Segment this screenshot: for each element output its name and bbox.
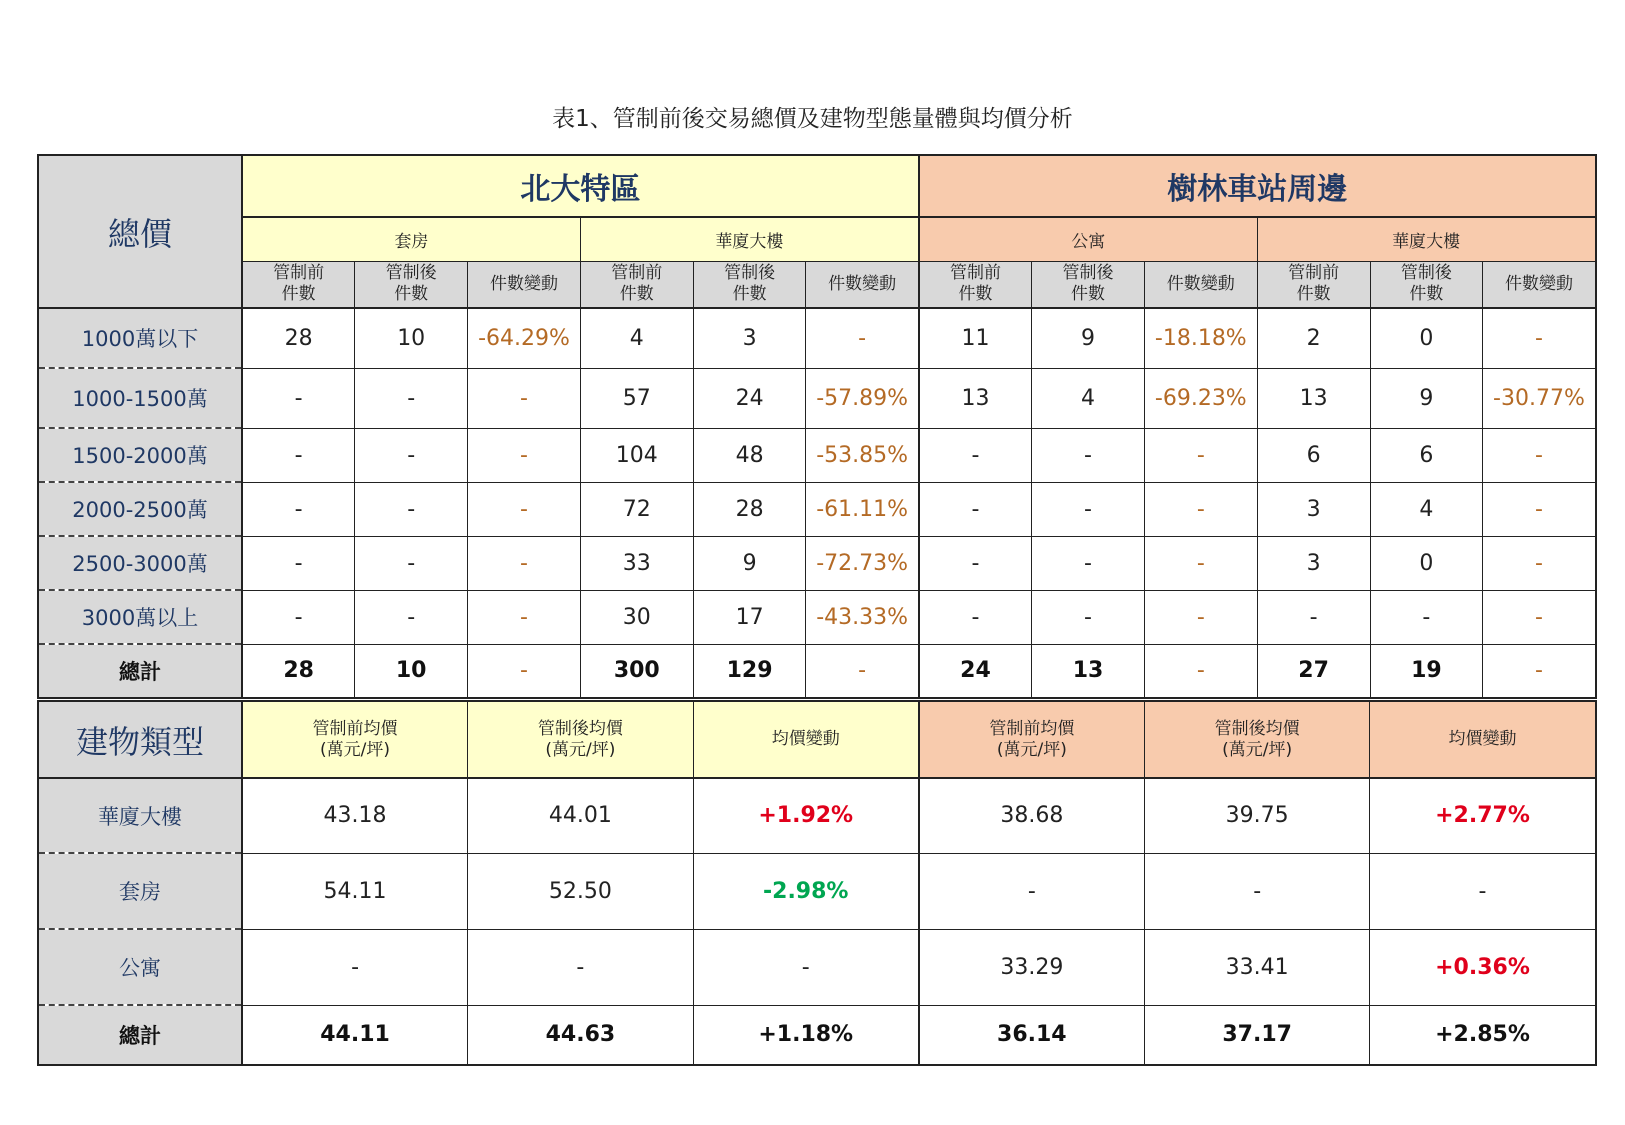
- table-cell: -69.23%: [1144, 368, 1257, 428]
- table-cell: -61.11%: [806, 482, 919, 536]
- column-header: 管制前 件數: [580, 261, 693, 308]
- row-label: 總計: [38, 644, 242, 698]
- table-cell: -: [1144, 536, 1257, 590]
- corner-total-price: 總價: [38, 155, 242, 308]
- table-cell: 129: [693, 644, 806, 698]
- table-cell: -: [1032, 428, 1145, 482]
- table-cell: 13: [1257, 368, 1370, 428]
- table-row: [38, 536, 1596, 590]
- table-cell: -: [1483, 482, 1596, 536]
- table-cell: 39.75: [1144, 778, 1370, 853]
- column-header: 管制前 件數: [242, 261, 355, 308]
- table-cell: +2.77%: [1370, 778, 1596, 853]
- table-row: [38, 644, 1596, 698]
- table-cell: 37.17: [1144, 1005, 1370, 1065]
- table-row: [38, 482, 1596, 536]
- column-header: 管制後 件數: [693, 261, 806, 308]
- row-label: 總計: [38, 1005, 242, 1065]
- table-cell: 9: [1032, 308, 1145, 368]
- table-row: [38, 929, 1596, 1005]
- table-cell: 44.11: [242, 1005, 468, 1065]
- table-cell: 13: [1032, 644, 1145, 698]
- table-cell: -: [1483, 590, 1596, 644]
- column-header: 管制後均價 (萬元/坪): [468, 701, 694, 778]
- table-row: [38, 590, 1596, 644]
- column-header: 均價變動: [1370, 701, 1596, 778]
- table-cell: -: [468, 929, 694, 1005]
- table-cell: 27: [1257, 644, 1370, 698]
- table-cell: -43.33%: [806, 590, 919, 644]
- table-cell: -: [355, 536, 468, 590]
- table-cell: 10: [355, 308, 468, 368]
- table-cell: -: [693, 929, 919, 1005]
- table-cell: 11: [919, 308, 1032, 368]
- table-cell: -: [242, 482, 355, 536]
- table-cell: -: [806, 644, 919, 698]
- table-cell: -: [468, 536, 581, 590]
- table-cell: 0: [1370, 308, 1483, 368]
- column-header: 管制前均價 (萬元/坪): [919, 701, 1145, 778]
- table-cell: -: [468, 590, 581, 644]
- table-cell: -30.77%: [1483, 368, 1596, 428]
- table-cell: -53.85%: [806, 428, 919, 482]
- table-cell: -: [919, 482, 1032, 536]
- table-cell: 44.63: [468, 1005, 694, 1065]
- table-cell: 52.50: [468, 853, 694, 929]
- table-cell: -64.29%: [468, 308, 581, 368]
- table-cell: 54.11: [242, 853, 468, 929]
- table-cell: 30: [580, 590, 693, 644]
- column-header: 管制後 件數: [1032, 261, 1145, 308]
- table-cell: 6: [1257, 428, 1370, 482]
- table-cell: 9: [1370, 368, 1483, 428]
- group-label: 公寓: [919, 217, 1257, 261]
- table-cell: 104: [580, 428, 693, 482]
- table-cell: -: [1483, 644, 1596, 698]
- table-cell: 4: [1370, 482, 1483, 536]
- table-cell: -: [1370, 590, 1483, 644]
- table-cell: 44.01: [468, 778, 694, 853]
- table-cell: 17: [693, 590, 806, 644]
- row-label: 1500-2000萬: [38, 428, 242, 482]
- column-header: 件數變動: [468, 261, 581, 308]
- table-cell: -: [468, 368, 581, 428]
- table-cell: -18.18%: [1144, 308, 1257, 368]
- table-cell: 33.29: [919, 929, 1145, 1005]
- table-cell: 43.18: [242, 778, 468, 853]
- table-cell: -: [1032, 482, 1145, 536]
- table-cell: 24: [919, 644, 1032, 698]
- table-cell: -: [468, 482, 581, 536]
- row-label: 2500-3000萬: [38, 536, 242, 590]
- table-cell: -: [242, 590, 355, 644]
- table-cell: 3: [1257, 536, 1370, 590]
- table-row: [38, 778, 1596, 853]
- table-cell: -: [919, 853, 1145, 929]
- table-cell: -: [1144, 853, 1370, 929]
- table-cell: -: [1483, 536, 1596, 590]
- row-label: 1000-1500萬: [38, 368, 242, 428]
- table-cell: -: [1144, 590, 1257, 644]
- row-label: 2000-2500萬: [38, 482, 242, 536]
- table-cell: -: [355, 590, 468, 644]
- table-cell: -: [1144, 644, 1257, 698]
- table-row: [38, 428, 1596, 482]
- group-label: 套房: [242, 217, 580, 261]
- table-cell: -: [1144, 482, 1257, 536]
- table-cell: -57.89%: [806, 368, 919, 428]
- column-header: 件數變動: [1483, 261, 1596, 308]
- table-cell: 3: [693, 308, 806, 368]
- table-cell: -: [1257, 590, 1370, 644]
- table-cell: 2: [1257, 308, 1370, 368]
- column-header: 件數變動: [806, 261, 919, 308]
- table-avg-price-by-type: [37, 700, 1597, 1066]
- table-cell: -: [242, 428, 355, 482]
- table-cell: 24: [693, 368, 806, 428]
- table-cell: 48: [693, 428, 806, 482]
- table-cell: -: [1032, 536, 1145, 590]
- table-cell: -: [242, 929, 468, 1005]
- table-cell: 33.41: [1144, 929, 1370, 1005]
- table-cell: 4: [1032, 368, 1145, 428]
- column-header: 管制前 件數: [1257, 261, 1370, 308]
- table-cell: 57: [580, 368, 693, 428]
- table-cell: -: [1370, 853, 1596, 929]
- table-cell: 33: [580, 536, 693, 590]
- column-header: 管制前均價 (萬元/坪): [242, 701, 468, 778]
- table-cell: -: [919, 590, 1032, 644]
- table-cell: 72: [580, 482, 693, 536]
- column-header: 均價變動: [693, 701, 919, 778]
- table-cell: -: [1032, 590, 1145, 644]
- corner-building-type: 建物類型: [38, 701, 242, 778]
- table-cell: 3: [1257, 482, 1370, 536]
- column-header: 管制後 件數: [355, 261, 468, 308]
- table-cell: 28: [693, 482, 806, 536]
- table-cell: 10: [355, 644, 468, 698]
- table-cell: -: [355, 428, 468, 482]
- page-title: 表1、管制前後交易總價及建物型態量體與均價分析: [552, 106, 1073, 132]
- column-header: 管制前 件數: [919, 261, 1032, 308]
- table-cell: 9: [693, 536, 806, 590]
- table-cell: 300: [580, 644, 693, 698]
- row-label: 3000萬以上: [38, 590, 242, 644]
- row-label: 公寓: [38, 929, 242, 1005]
- table-row: [38, 308, 1596, 368]
- table-cell: 28: [242, 308, 355, 368]
- table-cell: -2.98%: [693, 853, 919, 929]
- table-cell: 36.14: [919, 1005, 1145, 1065]
- table-row: [38, 1005, 1596, 1065]
- column-header: 件數變動: [1144, 261, 1257, 308]
- table-cell: 0: [1370, 536, 1483, 590]
- region-beida: 北大特區: [242, 155, 919, 217]
- row-label: 套房: [38, 853, 242, 929]
- table-cell: +1.18%: [693, 1005, 919, 1065]
- row-label: 華廈大樓: [38, 778, 242, 853]
- table-cell: -: [919, 428, 1032, 482]
- group-label: 華廈大樓: [580, 217, 918, 261]
- table-row: [38, 368, 1596, 428]
- table-cell: 6: [1370, 428, 1483, 482]
- table-cell: 4: [580, 308, 693, 368]
- table-cell: +0.36%: [1370, 929, 1596, 1005]
- table-cell: 28: [242, 644, 355, 698]
- table-cell: -: [468, 428, 581, 482]
- table-cell: -: [806, 308, 919, 368]
- table-cell: 19: [1370, 644, 1483, 698]
- table-cell: -: [242, 536, 355, 590]
- table-cell: +2.85%: [1370, 1005, 1596, 1065]
- table-cell: +1.92%: [693, 778, 919, 853]
- table-cell: -72.73%: [806, 536, 919, 590]
- table-cell: -: [242, 368, 355, 428]
- table-cell: -: [1144, 428, 1257, 482]
- table-cell: -: [919, 536, 1032, 590]
- table-count-by-price: [37, 154, 1597, 699]
- column-header: 管制後均價 (萬元/坪): [1144, 701, 1370, 778]
- table-row: [38, 853, 1596, 929]
- table-cell: -: [1483, 428, 1596, 482]
- column-header: 管制後 件數: [1370, 261, 1483, 308]
- table-cell: 38.68: [919, 778, 1145, 853]
- region-shulin: 樹林車站周邊: [919, 155, 1596, 217]
- table-cell: -: [468, 644, 581, 698]
- table-cell: 13: [919, 368, 1032, 428]
- row-label: 1000萬以下: [38, 308, 242, 368]
- group-label: 華廈大樓: [1257, 217, 1595, 261]
- table-cell: -: [355, 482, 468, 536]
- table-cell: -: [1483, 308, 1596, 368]
- table-cell: -: [355, 368, 468, 428]
